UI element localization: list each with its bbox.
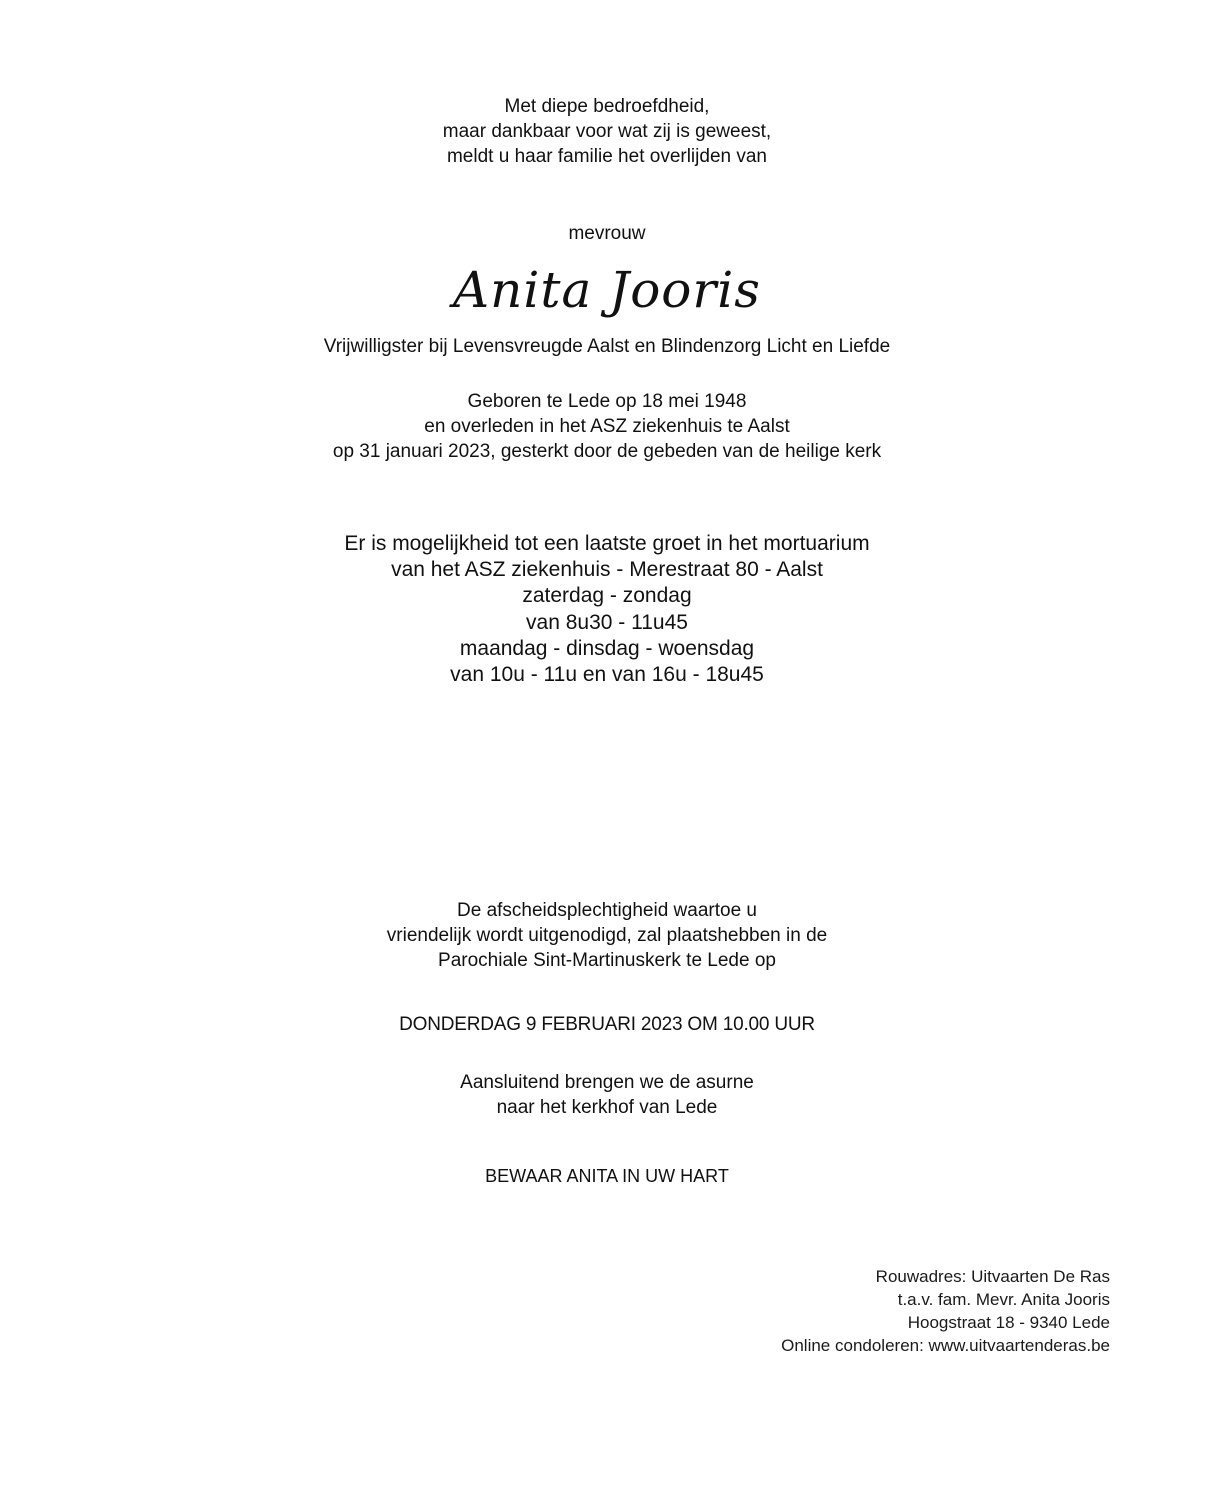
burial-line: naar het kerkhof van Lede: [496, 1097, 718, 1118]
contact-line: Rouwadres: Uitvaarten De Ras: [875, 1267, 1110, 1286]
birth-death-line: en overleden in het ASZ ziekenhuis te Aalst: [424, 416, 790, 437]
volunteer-role: [0, 334, 1214, 359]
volunteer-role-text: Vrijwilligster bij Levensvreugde Aalst en Blindenzorg Licht en Liefde: [323, 336, 891, 357]
contact-line: Hoogstraat 18 - 9340 Lede: [907, 1313, 1110, 1332]
visitation-line: Er is mogelijkheid tot een laatste groet in het mortuarium: [344, 532, 870, 555]
ceremony-date-text: DONDERDAG 9 FEBRUARI 2023 OM 10.00 UUR: [399, 1014, 815, 1035]
burial-line: Aansluitend brengen we de asurne: [460, 1072, 754, 1093]
deceased-name: [0, 250, 1214, 330]
ceremony-line: vriendelijk wordt uitgenodigd, zal plaatshebben in de: [386, 925, 828, 946]
honorific: [0, 221, 1214, 246]
intro-line: maar dankbaar voor wat zij is geweest,: [442, 121, 772, 142]
burial-info: [0, 1070, 1214, 1120]
contact-line: t.a.v. fam. Mevr. Anita Jooris: [897, 1290, 1110, 1309]
visitation-info: [0, 531, 1214, 688]
visitation-line: van het ASZ ziekenhuis - Merestraat 80 - Aalst: [391, 558, 823, 582]
visitation-line: van 10u - 11u en van 16u - 18u45: [450, 663, 764, 687]
ceremony-date: [0, 1012, 1214, 1037]
visitation-line: van 8u30 - 11u45: [526, 610, 688, 634]
visitation-line: zaterdag - zondag: [522, 584, 692, 608]
honorific-text: mevrouw: [568, 223, 646, 244]
ceremony-line: Parochiale Sint-Martinuskerk te Lede op: [438, 950, 776, 971]
condolence-link[interactable]: Online condoleren: www.uitvaartenderas.be: [781, 1336, 1110, 1355]
intro-line: Met diepe bedroefdheid,: [504, 96, 710, 117]
intro-line: meldt u haar familie het overlijden van: [446, 146, 767, 167]
birth-death-line: Geboren te Lede op 18 mei 1948: [467, 391, 747, 412]
deceased-name-text: Anita Jooris: [453, 261, 761, 319]
ceremony-info: [0, 898, 1214, 973]
ceremony-line: De afscheidsplechtigheid waartoe u: [457, 900, 757, 921]
mourning-address: [781, 1265, 1110, 1357]
closing-message-text: BEWAAR ANITA IN UW HART: [485, 1166, 729, 1186]
closing-message: [0, 1164, 1214, 1189]
visitation-line: maandag - dinsdag - woensdag: [459, 636, 755, 660]
birth-death-info: [0, 389, 1214, 464]
intro-text: [0, 94, 1214, 169]
birth-death-line: op 31 januari 2023, gesterkt door de gebeden van de heilige kerk: [332, 441, 882, 462]
